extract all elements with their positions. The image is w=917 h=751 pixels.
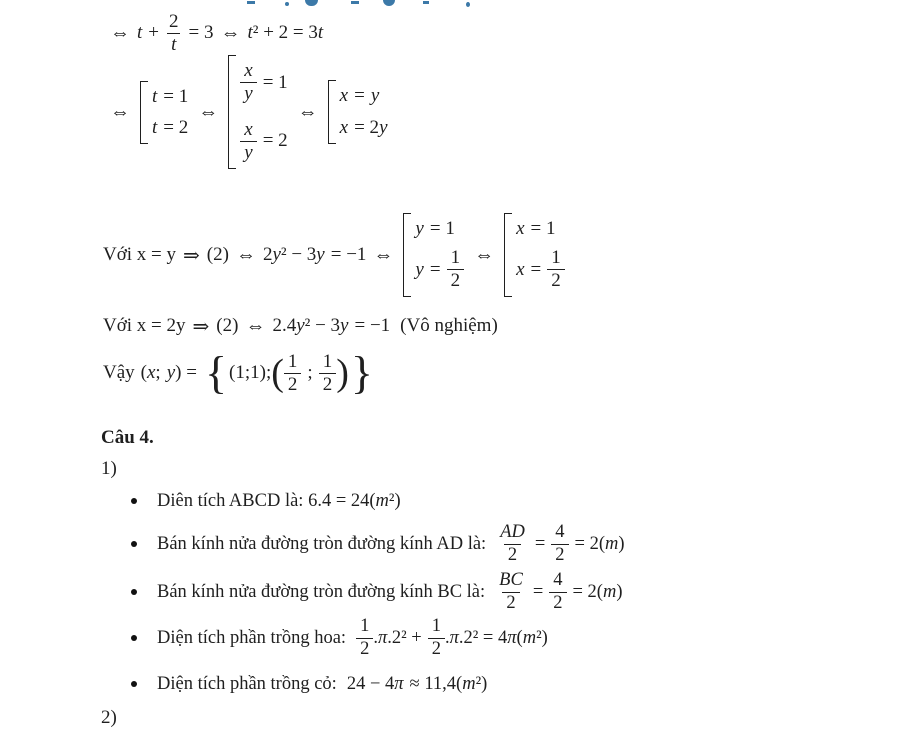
math-token: = <box>532 581 544 602</box>
math-token: .2² + <box>387 627 422 648</box>
fraction-denominator: y <box>240 82 256 105</box>
fraction-denominator: 2 <box>549 592 566 614</box>
bullet-icon <box>131 635 137 641</box>
math-token: m <box>375 490 389 511</box>
open-paren: ( <box>271 351 284 394</box>
math-token: t <box>247 22 253 43</box>
clipped-glyph-fragment <box>383 0 395 6</box>
fraction-numerator: x <box>244 119 253 140</box>
math-token: = <box>354 85 365 106</box>
fraction-denominator: 2 <box>504 544 521 566</box>
math-token: x <box>146 362 156 383</box>
fraction-denominator: 2 <box>428 638 445 660</box>
fraction-numerator: BC <box>499 570 523 591</box>
math-token: ²) <box>475 673 488 694</box>
fraction <box>495 570 527 614</box>
math-token: x <box>516 258 525 280</box>
fraction-numerator: 1 <box>450 247 461 269</box>
fraction-numerator: 1 <box>322 350 333 372</box>
math-token: t <box>137 22 143 43</box>
math-token: π <box>449 627 459 648</box>
equation-line-3 <box>103 212 568 298</box>
math-token: (1;1) <box>229 362 266 383</box>
iff-arrow: ⇔ <box>474 243 495 266</box>
text-token: Với x = 2y <box>103 315 186 336</box>
case-system-xy <box>328 80 388 144</box>
math-token: ) = <box>175 362 197 383</box>
math-token: t <box>152 116 158 138</box>
text-token: Diện tích phần trồng hoa: <box>157 627 347 648</box>
math-token: y <box>296 315 305 336</box>
clipped-glyph-fragment <box>351 1 359 4</box>
fraction <box>549 570 566 614</box>
fraction <box>547 247 565 292</box>
math-token: x <box>516 218 525 240</box>
clipped-glyph-fragment <box>466 2 470 7</box>
math-token: = 1 <box>262 71 288 93</box>
math-token: y <box>379 117 388 138</box>
bullet-item-flower-area <box>131 610 548 666</box>
case-system-y <box>403 213 464 297</box>
fraction-numerator: 2 <box>169 10 179 32</box>
close-brace: } <box>350 347 373 399</box>
math-token: y <box>370 85 380 106</box>
fraction <box>165 11 183 56</box>
math-token: .2² = 4 <box>458 627 508 648</box>
left-bracket <box>328 80 336 144</box>
math-token: = 3 <box>188 22 214 43</box>
math-token: y <box>415 258 424 280</box>
math-token: = 1 <box>163 85 189 107</box>
math-token: ; <box>307 362 313 383</box>
open-brace: { <box>204 347 228 399</box>
fraction-denominator: 2 <box>356 638 373 660</box>
fraction-denominator: 2 <box>502 592 519 614</box>
math-token: ²) <box>536 627 548 648</box>
math-token: y <box>340 315 349 336</box>
bullet-item-radius-ad <box>131 518 625 570</box>
fraction-numerator: 1 <box>360 616 370 637</box>
iff-arrow: ⇔ <box>198 100 219 123</box>
math-token: 24 − 4 <box>346 673 395 694</box>
math-token: 2 <box>262 244 273 265</box>
fraction <box>240 60 256 105</box>
text-token: Diên tích ABCD là: 6.4 = 24( <box>157 490 376 511</box>
equation-line-4 <box>103 314 498 338</box>
bullet-icon <box>131 589 137 595</box>
math-token: y <box>316 244 325 265</box>
math-token: = −1 <box>354 315 391 336</box>
math-token: = <box>530 258 542 280</box>
iff-arrow: ⇔ <box>110 21 130 44</box>
case-system-xy-ratio <box>228 55 287 168</box>
math-token: ² − 3 <box>280 244 317 265</box>
iff-arrow: ⇔ <box>373 243 394 266</box>
math-token: = 2 <box>262 130 288 152</box>
iff-arrow: ⇔ <box>297 100 318 123</box>
equation-line-2 <box>103 56 391 168</box>
fraction <box>284 351 302 396</box>
implies-arrow: ⇒ <box>183 244 200 267</box>
math-token: ) <box>618 533 625 554</box>
fraction <box>428 616 445 660</box>
fraction <box>551 522 568 566</box>
part-label-2: 2) <box>101 707 117 728</box>
math-token: ; <box>265 362 272 383</box>
math-token: y <box>272 244 281 265</box>
math-token: = 1 <box>429 218 455 240</box>
math-token: = 2 <box>163 116 189 138</box>
math-token: m <box>602 581 617 602</box>
math-token: 2.4 <box>272 315 297 336</box>
fraction-numerator: AD <box>500 522 525 543</box>
fraction-denominator: 2 <box>551 544 568 566</box>
left-bracket <box>140 81 148 144</box>
clipped-glyph-fragment <box>423 1 429 4</box>
fraction-denominator: 2 <box>284 373 302 396</box>
left-bracket <box>403 213 411 297</box>
close-paren: ) <box>336 351 349 394</box>
fraction-numerator: 1 <box>431 616 441 637</box>
math-token: y <box>415 218 424 240</box>
fraction-denominator: 2 <box>319 373 337 396</box>
math-token: m <box>522 627 537 648</box>
fraction-denominator: 2 <box>447 269 465 292</box>
fraction-numerator: 4 <box>553 570 563 591</box>
math-token: + <box>148 22 159 43</box>
math-token: ( <box>516 627 523 648</box>
section-heading: Câu 4. <box>101 427 154 448</box>
math-token: = 2( <box>572 581 603 602</box>
fraction <box>356 616 373 660</box>
fraction <box>447 247 465 292</box>
math-token: t <box>317 22 324 43</box>
math-token: ) <box>616 581 623 602</box>
text-token: Bán kính nửa đường tròn đường kính BC là: <box>157 581 486 602</box>
math-token: ( <box>140 362 147 383</box>
math-token: = −1 <box>330 244 367 265</box>
implies-arrow: ⇒ <box>192 315 210 338</box>
fraction-denominator: y <box>240 141 256 164</box>
math-token: π <box>507 627 517 648</box>
fraction-numerator: x <box>244 60 253 82</box>
fraction <box>319 351 337 396</box>
math-token: m <box>605 533 619 554</box>
bullet-item-grass-area <box>131 668 487 700</box>
bullet-icon <box>131 498 137 504</box>
math-token: . <box>444 627 450 648</box>
equation-line-1 <box>103 4 323 62</box>
part-label-1: 1) <box>101 458 117 479</box>
math-token: = 2 <box>354 117 380 138</box>
math-token: = <box>534 533 546 554</box>
math-token: ; <box>155 362 161 383</box>
math-token: x <box>339 117 349 138</box>
math-token: = <box>429 258 441 280</box>
iff-arrow: ⇔ <box>110 100 130 123</box>
math-token: x <box>339 85 349 106</box>
text-token: Diện tích phần trồng cỏ: <box>157 673 337 694</box>
math-token: (2) <box>206 244 229 265</box>
math-token: = 1 <box>530 218 556 240</box>
bullet-item-area-abcd <box>131 486 401 516</box>
fraction-numerator: 4 <box>555 522 565 543</box>
math-token: ≈ 11,4( <box>409 673 463 694</box>
text-token: Vậy <box>103 362 135 383</box>
math-token: ² + 2 = 3 <box>252 22 318 43</box>
math-token: y <box>166 362 176 383</box>
math-token: m <box>462 673 476 694</box>
equation-line-5 <box>103 346 375 400</box>
iff-arrow: ⇔ <box>245 314 266 337</box>
fraction <box>240 119 256 164</box>
case-system-t <box>140 81 188 144</box>
fraction <box>496 522 529 566</box>
math-token: ²) <box>388 490 401 511</box>
iff-arrow: ⇔ <box>235 243 256 266</box>
text-token: Bán kính nửa đường tròn đường kính AD là: <box>157 533 487 554</box>
math-token: . <box>373 627 378 648</box>
fraction-denominator: t <box>167 33 180 56</box>
math-token: π <box>394 673 404 694</box>
math-token: π <box>377 627 388 648</box>
text-token: (Vô nghiệm) <box>400 315 498 336</box>
iff-arrow: ⇔ <box>220 21 241 44</box>
left-bracket <box>228 55 236 168</box>
fraction-denominator: 2 <box>547 269 565 292</box>
math-token: t <box>152 85 158 107</box>
math-token: (2) <box>216 315 239 336</box>
bullet-icon <box>131 681 137 687</box>
math-token: ² − 3 <box>304 315 341 336</box>
fraction-numerator: 1 <box>287 350 298 372</box>
bullet-icon <box>131 541 137 547</box>
left-bracket <box>504 213 512 297</box>
fraction-numerator: 1 <box>551 247 561 269</box>
math-token: = 2( <box>574 533 606 554</box>
text-token: Với x = y <box>103 244 177 265</box>
case-system-x <box>504 213 565 297</box>
